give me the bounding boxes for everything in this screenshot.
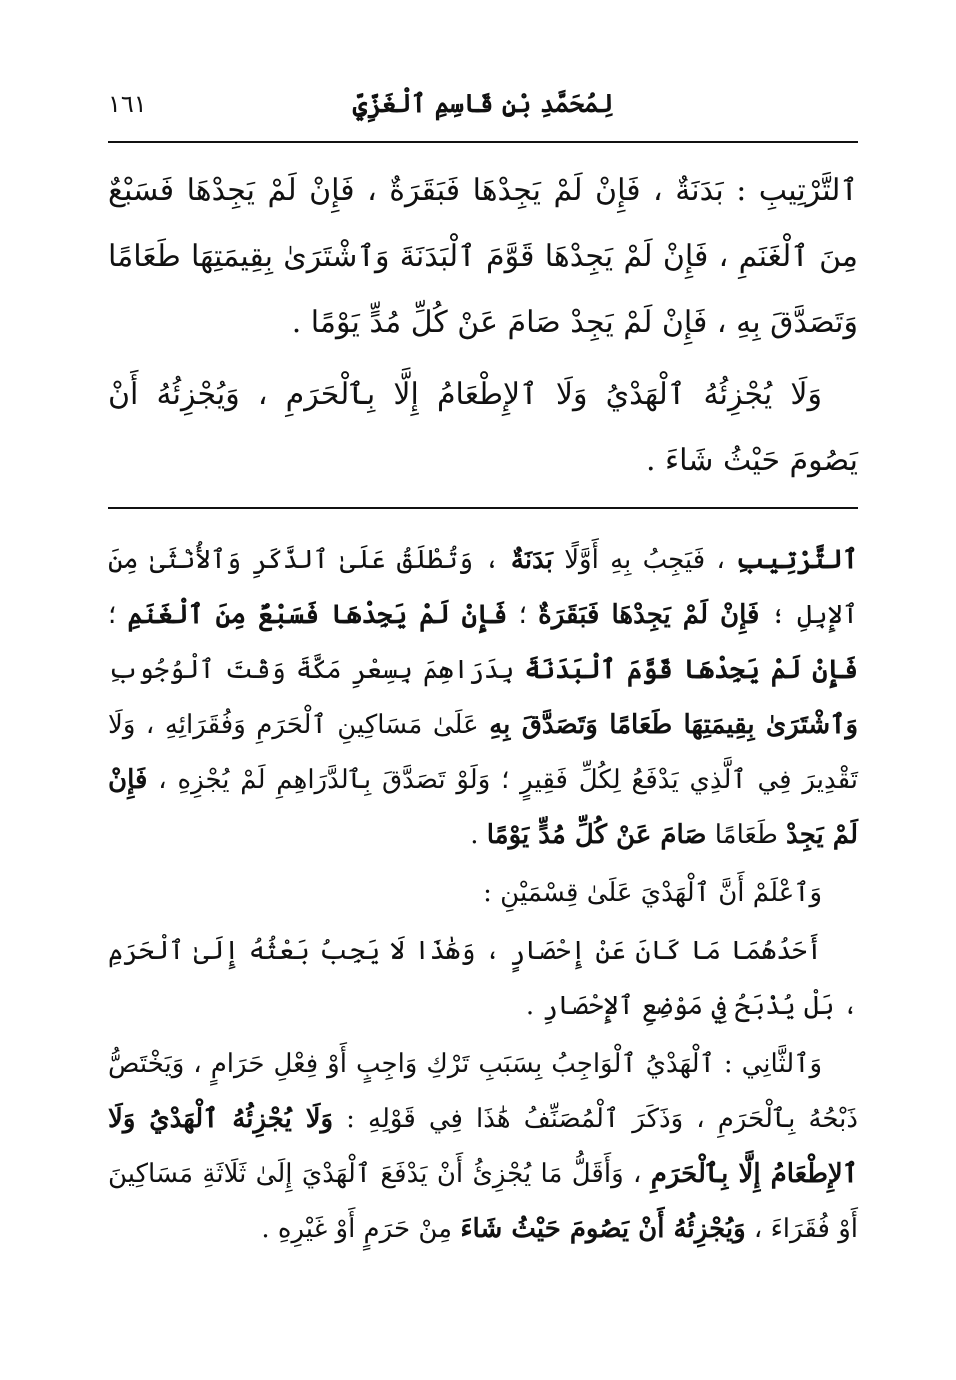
matn-paragraph-2: وَلَا يُجْزِئُهُ ٱلْهَدْيُ وَلَا ٱلإِطْعَامُ إِلَّا بِٱلْحَرَمِ ، وَيُجْزِئُهُ أَنْ يَصُومَ حَيْثُ شَاءَ . xyxy=(108,377,858,478)
sharh-p4-segment: مِنْ حَرَمٍ أَوْ غَيْرِهِ . xyxy=(261,1214,461,1244)
matn-paragraph-1: ٱلتَّرْتِيبِ : بَدَنَةٌ ، فَإِنْ لَمْ يَجِدْهَا فَبَقَرَةٌ ، فَإِنْ لَمْ يَجِدْهَا فَسَبْعٌ مِنَ ٱلْغَنَمِ ، فَإِنْ لَمْ يَجِدْهَا قَوَّمَ ٱلْبَدَنَةَ وَٱشْتَرَىٰ بِقِيمَتِهَا طَعَامًا وَتَصَدَّقَ بِهِ ، فَإِنْ لَمْ يَجِدْ صَامَ عَنْ كُلِّ مُدٍّ يَوْمًا . xyxy=(108,173,858,340)
sharh-p1-segment: بِدَرَاهِمَ بِسِعْرِ مَكَّةَ وَقْتَ ٱلْوُجُوبِ xyxy=(108,655,525,685)
sharh-p1-segment: فَإِنْ لَمْ يَجِدْهَا فَسَبْعٌ مِنَ ٱلْغَنَمِ xyxy=(127,600,508,630)
sharh-paragraph-4 xyxy=(108,1037,858,1257)
sharh-p1-segment: عَلَىٰ مَسَاكِينِ ٱلْحَرَمِ وَفُقَرَائِهِ ، وَلَا تَقْدِيرَ فِي ٱلَّذِي يَدْفَعُ لِكُلِّ فَقِيرٍ ؛ وَلَوْ تَصَدَّقَ بِٱلدَّرَاهِمِ لَمْ يُجْزِهِ ، xyxy=(108,710,858,795)
matn-sharh-separator xyxy=(108,507,858,509)
sharh-paragraph-3: أَحَدُهُمَا مَا كَانَ عَنْ إِحْصَارٍ ، وَهَٰذَا لَا يَجِبُ بَعْثُهُ إِلَىٰ ٱلْحَرَمِ ، بَلْ يُذْبَحُ فِي مَوْضِعِ ٱلإِحْصَارِ . xyxy=(108,936,858,1021)
sharh-p4-segment: وَيُجْزِئُهُ أَنْ يَصُومَ حَيْثُ شَاءَ xyxy=(460,1214,746,1244)
sharh-p4-segment: ، وَأَقَلُّ مَا يُجْزِئُ أَنْ يَدْفَعَ ٱلْهَدْيَ إِلَىٰ ثَلَاثَةِ مَسَاكِينَ أَوْ فُقَرَاءَ ، xyxy=(108,1159,858,1244)
sharh-p1-segment: طَعَامًا xyxy=(706,820,787,850)
sharh-p4-segment: وَلَا يُجْزِئُهُ ٱلْهَدْيُ وَلَا ٱلإِطْعَامُ إِلَّا بِٱلْحَرَمِ xyxy=(108,1104,858,1189)
sharh-p1-segment: فَإِنْ لَمْ يَجِدْهَا قَوَّمَ ٱلْبَدَنَةَ xyxy=(524,655,858,685)
sharh-p1-segment: وَٱشْتَرَىٰ بِقِيمَتِهَا طَعَامًا وَتَصَدَّقَ بِهِ xyxy=(489,710,859,740)
sharh-p1-segment: فَإِنْ لَمْ يَجِدْهَا فَبَقَرَةٌ xyxy=(538,600,760,630)
sharh-p1-segment: ، فَيَجِبُ بِهِ أَوَّلًا xyxy=(552,545,737,575)
sharh-p1-segment: ؛ xyxy=(507,600,539,630)
page-number: ١٦١ xyxy=(108,90,147,118)
sharh-p1-segment: ؛ xyxy=(108,600,128,630)
sharh-p1-segment: ٱلتَّرْتِيبِ xyxy=(736,545,858,575)
sharh-p1-segment: فَإِنْ لَمْ يَجِدْ xyxy=(108,765,858,850)
sharh-p1-segment: صَامَ عَنْ كُلِّ مُدٍّ يَوْمًا xyxy=(486,820,707,850)
sharh-p4-segment: وَٱلثَّانِي : ٱلْهَدْيُ ٱلْوَاجِبُ بِسَبَبِ تَرْكِ وَاجِبٍ أَوْ فِعْلِ حَرَامٍ ، وَيَخْتَصُّ ذَبْحُهُ بِٱلْحَرَمِ ، وَذَكَرَ ٱلْمُصَنِّفُ هَٰذَا فِي قَوْلِهِ : xyxy=(108,1049,858,1134)
sharh-paragraph-1 xyxy=(108,533,858,863)
matn-text xyxy=(108,158,858,494)
sharh-text xyxy=(108,533,858,1257)
sharh-paragraph-2: وَٱعْلَمْ أَنَّ ٱلْهَدْيَ عَلَىٰ قِسْمَيْنِ : xyxy=(483,878,822,908)
sharh-p1-segment: . xyxy=(470,820,487,850)
running-title: لِمُحَمَّدِ بْنِ قَاسِمِ ٱلْغَزِّيِّ xyxy=(352,89,614,118)
header-rule xyxy=(108,141,858,143)
sharh-p1-segment: ، وَتُطْلَقُ عَلَىٰ ٱلذَّكَرِ وَٱلأُنْثَىٰ مِنَ ٱلإِبِلِ ؛ xyxy=(108,545,859,630)
page-header xyxy=(108,82,858,126)
sharh-p1-segment: بَدَنَةٌ xyxy=(510,545,553,575)
